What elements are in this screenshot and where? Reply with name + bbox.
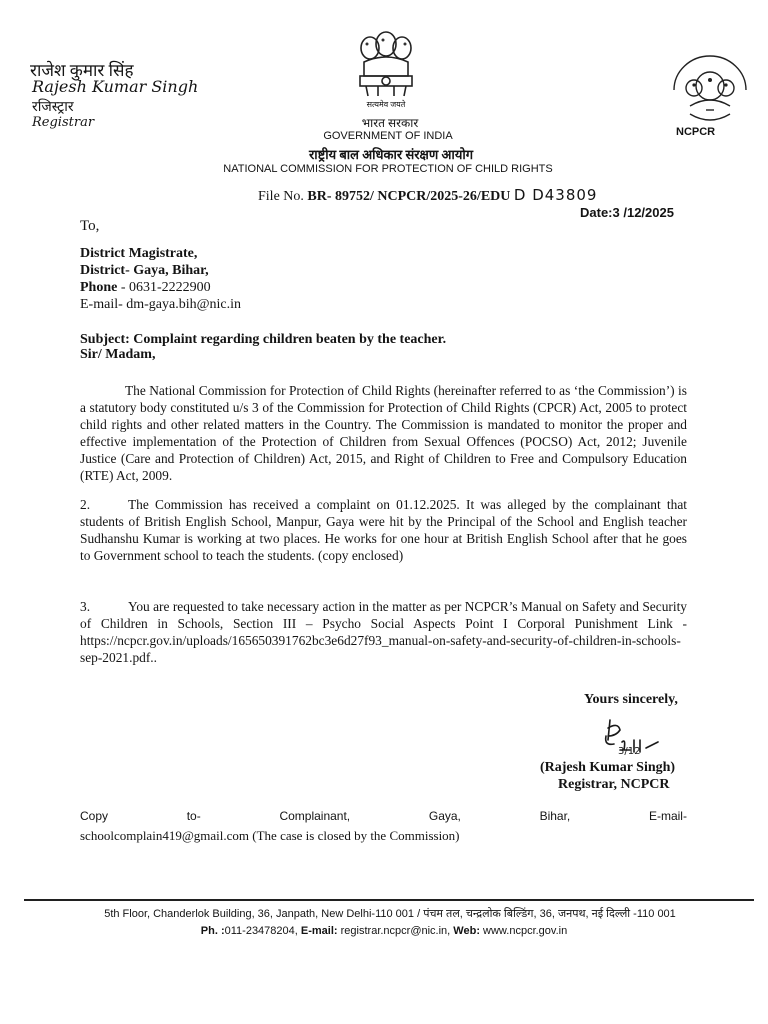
phone-label: Phone [80, 280, 118, 295]
paragraph-3-text: You are requested to take necessary action in the matter as per NCPCR’s Manual on Safety and Security of Children in Schools, Section III – Psycho Social Aspects Point I Corporal Punishment Link - https://ncpcr.gov.in/uploads/165650391762bc3e6d27f93_manual-on-safety-and-security-of-children-in-schools-sep-2021.pdf.. [80, 599, 687, 665]
paragraph-2 [80, 496, 687, 564]
government-name-hindi: भारत सरकार [361, 116, 419, 130]
paragraph-2-text: The Commission has received a complaint on 01.12.2025. It was alleged by the complainant that students of British English School, Manpur, Gaya were hit by the Principal of the School and English teacher Sudhanshu Kumar is working at two places. He works for one hour at British English School after that he goes to Government school to teach the students. (copy enclosed) [80, 497, 687, 563]
registrar-title-english: Registrar [32, 115, 95, 130]
paragraph-1-text: The National Commission for Protection of Child Rights (hereinafter referred to as ‘the Commission’) is a statutory body constituted u/s 3 of the Commission for Protection of Child Rights (CPCR) Act, 2005 to protect child rights and other related matters in the Country. The Commission is mandated to monitor the proper and effective implementation of the Protection of Children from Sexual Offences (POCSO) Act, 2012; Juvenile Justice (Care and Protection of Children) Act, 2015, and Right of Children to Free and Compulsory Education (RTE) Act, 2009. [80, 383, 687, 483]
subject-line: Subject: Complaint regarding children beaten by the teacher. [80, 332, 447, 347]
signatory-name: (Rajesh Kumar Singh) [540, 760, 676, 775]
emblem-motto: सत्यमेव जयते [366, 100, 406, 109]
file-number-handwritten: D D43809 [513, 186, 598, 204]
copy-word-4: Gaya, [428, 809, 461, 823]
footer-divider [24, 899, 754, 901]
footer-phone: 011-23478204, [224, 925, 298, 937]
ncpcr-logo-label: NCPCR [676, 126, 716, 138]
phone-value: - 0631-2222900 [117, 280, 211, 295]
copy-word-3: Complainant, [279, 809, 351, 823]
registrar-title-hindi: रजिस्ट्रार [32, 100, 74, 115]
footer-address: 5th Floor, Chanderlok Building, 36, Janpath, New Delhi-110 001 / पंचम तल, चन्द्रलोक बिल्डिंग, 36, जनपथ, नई दिल्ली -110 001 [104, 908, 676, 920]
copy-to-line [80, 809, 687, 823]
copy-to-email: schoolcomplain419@gmail.com (The case is closed by the Commission) [80, 828, 460, 843]
paragraph-1 [80, 382, 687, 484]
file-number-prefix: File No. [258, 189, 308, 204]
national-emblem-icon [350, 22, 422, 100]
signature-date: 3/12 [618, 746, 641, 757]
registrar-name-hindi: राजेश कुमार सिंह [30, 61, 134, 80]
copy-word-2: to- [186, 809, 201, 823]
commission-name-english: NATIONAL COMMISSION FOR PROTECTION OF CHILD RIGHTS [223, 163, 553, 175]
footer-email: registrar.ncpcr@nic.in, [340, 925, 451, 937]
copy-word-5: Bihar, [539, 809, 571, 823]
handwritten-signature [596, 714, 666, 758]
registrar-name-english: Rajesh Kumar Singh [32, 77, 199, 96]
address-line-2: District- Gaya, Bihar, [80, 263, 209, 278]
footer-web: www.ncpcr.gov.in [483, 925, 568, 937]
address-email: E-mail- dm-gaya.bih@nic.in [80, 297, 242, 312]
file-number [258, 186, 597, 205]
address-phone [80, 279, 211, 296]
footer-email-label: E-mail: [300, 925, 338, 937]
letter-date: Date:3 /12/2025 [580, 205, 674, 220]
footer-phone-label: Ph. : [200, 925, 225, 937]
copy-word-1: Copy [80, 809, 109, 823]
ncpcr-logo-icon [660, 50, 760, 128]
to-label: To, [80, 218, 100, 234]
government-name-english: GOVERNMENT OF INDIA [323, 130, 453, 142]
copy-word-6: E-mail- [648, 809, 687, 823]
paragraph-3-number: 3. [80, 599, 91, 614]
footer-web-label: Web: [453, 925, 480, 937]
closing-yours-sincerely: Yours sincerely, [584, 692, 678, 707]
paragraph-2-number: 2. [80, 497, 91, 512]
salutation: Sir/ Madam, [80, 347, 156, 362]
paragraph-3 [80, 598, 687, 666]
file-number-value: BR- 89752/ NCPCR/2025-26/EDU [307, 189, 511, 204]
signatory-designation: Registrar, NCPCR [558, 777, 670, 792]
commission-name-hindi: राष्ट्रीय बाल अधिकार संरक्षण आयोग [308, 147, 474, 162]
address-line-1: District Magistrate, [80, 246, 198, 261]
footer-contact [0, 925, 768, 937]
